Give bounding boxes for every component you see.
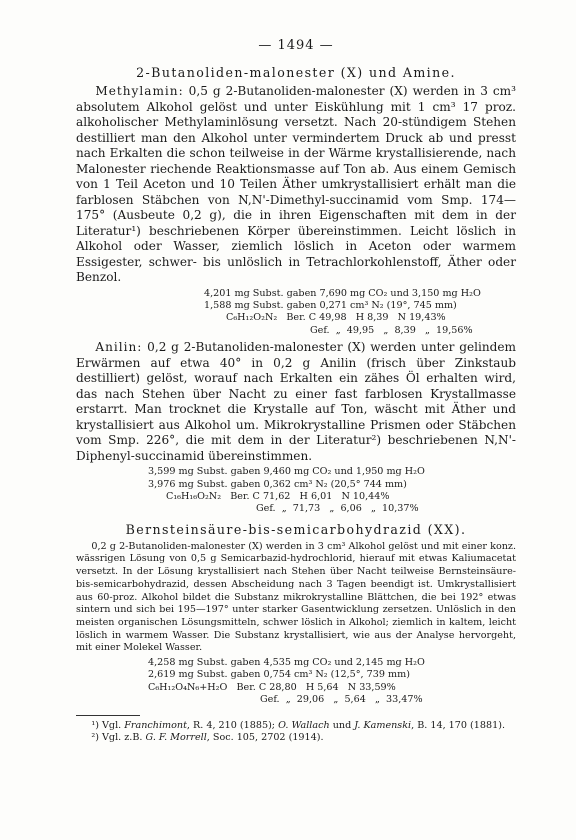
footnote-1-author: Franchimont [124, 719, 187, 731]
footnote-2 [76, 732, 516, 745]
analysis-line: Gef. „ 49,95 „ 8,39 „ 19,56% [310, 324, 473, 336]
analysis-line: 3,976 mg Subst. gaben 0,362 cm³ N₂ (20,5° 744 mm) [148, 478, 407, 490]
analysis-methylamin [76, 288, 516, 338]
analysis-line: 4,258 mg Subst. gaben 4,535 mg CO₂ und 2,145 mg H₂O [148, 657, 425, 669]
footnote-1-author2: O. Wallach [278, 719, 330, 731]
footnote-1 [76, 720, 516, 733]
label-methylamin: Methylamin: [95, 84, 184, 98]
footnote-divider [76, 715, 140, 716]
section-title-amines: 2-Butanoliden-malonester (X) und Amine. [136, 65, 456, 80]
footnote-1-prefix: ¹) Vgl. [91, 719, 125, 731]
footnote-1-ref: , R. 4, 210 (1885); [186, 719, 279, 731]
footnote-2-prefix: ²) Vgl. z.B. [91, 732, 146, 744]
analysis-line: 4,201 mg Subst. gaben 7,690 mg CO₂ und 3,150 mg H₂O [204, 287, 481, 299]
analysis-line: C₁₆H₁₆O₂N₂ Ber. C 71,62 H 6,01 N 10,44% [166, 490, 390, 502]
label-anilin: Anilin: [95, 340, 143, 355]
analysis-line: 3,599 mg Subst. gaben 9,460 mg CO₂ und 1,950 mg H₂O [148, 466, 425, 478]
analysis-line: 2,619 mg Subst. gaben 0,754 cm³ N₂ (12,5°, 739 mm) [148, 669, 410, 681]
analysis-line: 1,588 mg Subst. gaben 0,271 cm³ N₂ (19°, 745 mm) [204, 299, 457, 311]
page-number: — 1494 — [258, 38, 334, 53]
analysis-line: Gef. „ 29,06 „ 5,64 „ 33,47% [260, 694, 423, 706]
footnote-1-author3: J. Kamenski [354, 719, 412, 731]
paragraph-semicarbohydrazid: 0,2 g 2-Butanoliden-malonester (X) werden in 3 cm³ Alkohol gelöst und mit einer konz. wässrigen Lösung von 0,5 g Semicarbazid-hydrochlorid, hierauf mit etwas Kaliumacetat versetzt. In der Lösung krystallisiert nach Stehen über Nacht teilweise Bernsteinsäure-bis-semicarbohydrazid, dessen Abscheidung nach 3 Tagen beendigt ist. Umkrystallisiert aus 60-proz. Alkohol bildet die Substanz mikrokrystalline Blättchen, die bei 192° etwas sintern und sich bei 195—197° unter starker Gasentwicklung zersetzen. Unlöslich in den meisten organischen Lösungsmitteln, schwer löslich in Alkohol; ziemlich in kaltem, leicht löslich in warmem Wasser. Die Substanz krystallisiert, wie aus der Analyse hervorgeht, mit einer Molekel Wasser. [76, 540, 516, 654]
footnote-1-und: und [329, 719, 355, 731]
paragraph-anilin [76, 340, 516, 464]
analysis-line: C₆H₁₂O₂N₂ Ber. C 49,98 H 8,39 N 19,43% [226, 312, 446, 324]
analysis-line: C₆H₁₂O₄N₆+H₂O Ber. C 28,80 H 5,64 N 33,59% [148, 681, 396, 693]
text-methylamin: 0,5 g 2-Butanoliden-malonester (X) werden in 3 cm³ absolutem Alkohol gelöst und unter Eiskühlung mit 1 cm³ 17 proz. alkoholischer Methylaminlösung versetzt. Nach 20-stündigem Stehen destilliert man den Alkohol unter vermindertem Druck ab und presst nach Erkalten die schon teilweise in der Wärme krystallisierende, nach Malonester riechende Reaktionsmasse auf Ton ab. Aus einem Gemisch von 1 Teil Aceton und 10 Teilen Äther umkrystallisiert erhält man die farblosen Stäbchen von N,N'-Dimethyl-succinamid vom Smp. 174—175° (Ausbeute 0,2 g), die in ihren Eigenschaften mit dem in der Literatur¹) beschriebenen Körper übereinstimmen. Leicht löslich in Alkohol oder Wasser, ziemlich löslich in Aceton oder warmem Essigester, schwer- bis unlöslich in Tetrachlorkohlenstoff, Äther oder Benzol. [76, 84, 516, 284]
text-anilin: 0,2 g 2-Butanoliden-malonester (X) werden unter gelindem Erwärmen auf etwa 40° in 0,2 g Anilin (frisch über Zinkstaub destilliert) gelöst, worauf nach Erkalten ein zähes Öl erhalten wird, das nach Stehen über Nacht zu einer fast farblosen Krystallmasse erstarrt. Man trocknet die Krystalle auf Ton, wäscht mit Äther und krystallisiert aus Alkohol um. Mikrokrystalline Prismen oder Stäbchen vom Smp. 226°, die mit dem in der Literatur²) beschriebenen N,N'-Diphenyl-succinamid übereinstimmen. [76, 340, 516, 463]
analysis-line: Gef. „ 71,73 „ 6,06 „ 10,37% [256, 503, 419, 515]
paragraph-methylamin [76, 84, 516, 286]
analysis-anilin [76, 466, 516, 516]
footnote-2-author: G. F. Morrell [145, 732, 207, 744]
section-title-semicarbohydrazid: Bernsteinsäure-bis-semicarbohydrazid (XX). [125, 521, 467, 537]
footnote-2-end: , Soc. 105, 2702 (1914). [206, 732, 324, 744]
footnote-1-end: , B. 14, 170 (1881). [411, 719, 505, 731]
analysis-semicarbohydrazid [76, 657, 516, 707]
